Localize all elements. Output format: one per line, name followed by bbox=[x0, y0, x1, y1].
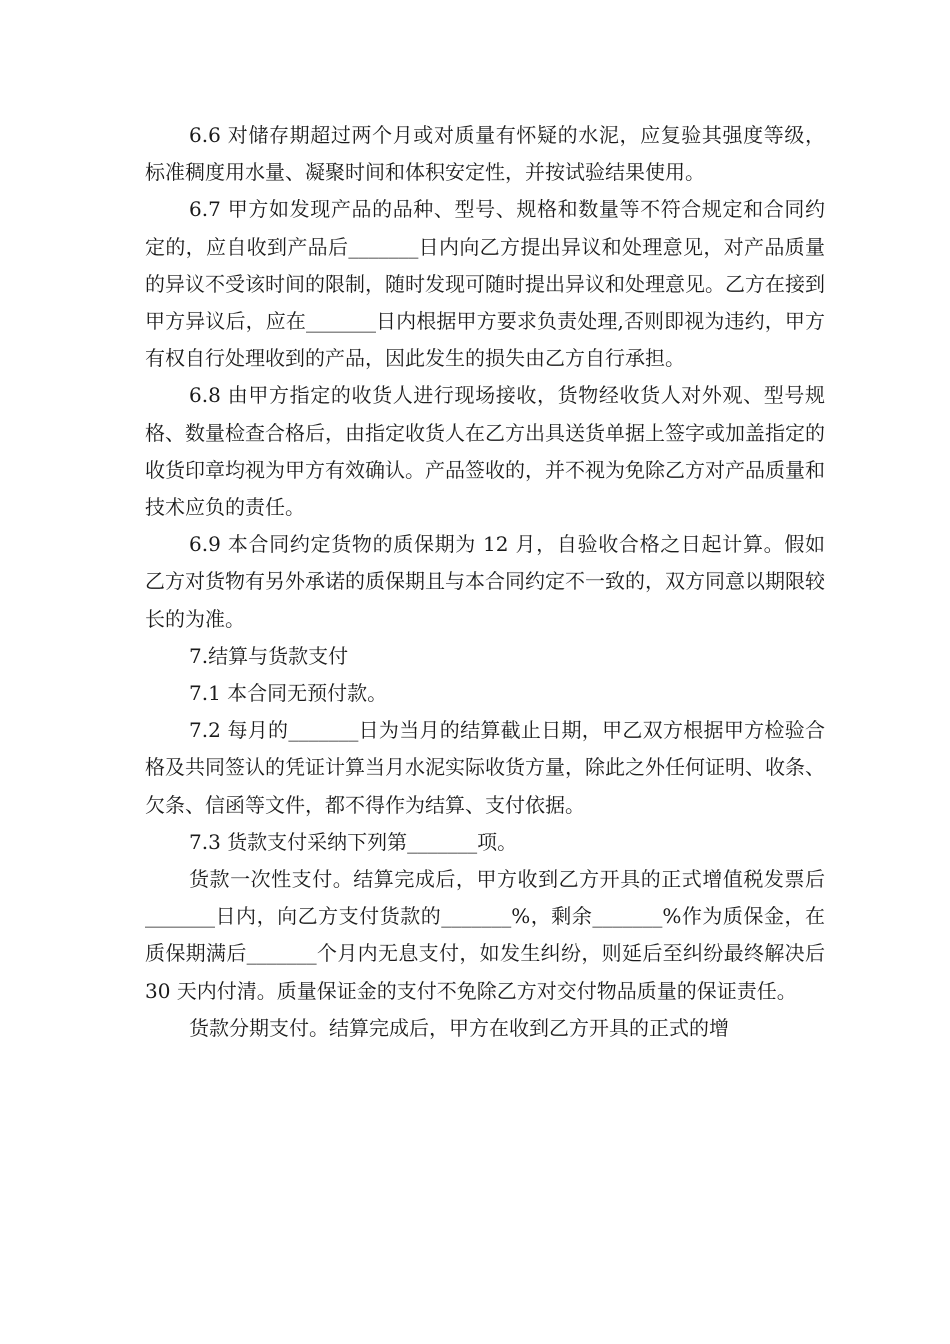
document-page bbox=[145, 117, 825, 1047]
clause-7-2: 7.2 每月的_______日为当月的结算截止日期，甲乙双方根据甲方检验合格及共同签认的凭证计算当月水泥实际收货方量，除此之外任何证明、收条、欠条、信函等文件，都不得作为结算、支付依据。 bbox=[145, 718, 825, 817]
clause-6-7: 6.7 甲方如发现产品的品种、型号、规格和数量等不符合规定和合同约定的，应自收到产品后_______日内向乙方提出异议和处理意见，对产品质量的异议不受该时间的限制，随时发现可随时提出异议和处理意见。乙方在接到甲方异议后，应在_______日内根据甲方要求负责处理,否则即视为违约，甲方有权自行处理收到的产品，因此发生的损失由乙方自行承担。 bbox=[145, 197, 825, 371]
clause-7-3: 7.3 货款支付采纳下列第_______项。 bbox=[189, 829, 518, 854]
clause-6-6: 6.6 对储存期超过两个月或对质量有怀疑的水泥，应复验其强度等级，标准稠度用水量、凝聚时间和体积安定性，并按试验结果使用。 bbox=[145, 123, 825, 185]
clause-6-8: 6.8 由甲方指定的收货人进行现场接收，货物经收货人对外观、型号规格、数量检查合格后，由指定收货人在乙方出具送货单据上签字或加盖指定的收货印章均视为甲方有效确认。产品签收的，并不视为免除乙方对产品质量和技术应负的责任。 bbox=[145, 383, 825, 520]
clause-6-9: 6.9 本合同约定货物的质保期为 12 月，自验收合格之日起计算。假如乙方对货物有另外承诺的质保期且与本合同约定不一致的，双方同意以期限较长的为准。 bbox=[145, 532, 825, 631]
payment-option-installment: 货款分期支付。结算完成后，甲方在收到乙方开具的正式的增 bbox=[189, 1015, 729, 1040]
section-7-heading: 7.结算与货款支付 bbox=[189, 643, 349, 668]
clause-7-1: 7.1 本合同无预付款。 bbox=[189, 681, 388, 706]
payment-option-lump-sum: 货款一次性支付。结算完成后，甲方收到乙方开具的正式增值税发票后_______日内，向乙方支付货款的_______%，剩余_______%作为质保金，在质保期满后_______个月内无息支付，如发生纠纷，则延后至纠纷最终解决后 30 天内付清。质量保证金的支付不免除乙方对交付物品质量的保证责任。 bbox=[145, 867, 825, 1003]
